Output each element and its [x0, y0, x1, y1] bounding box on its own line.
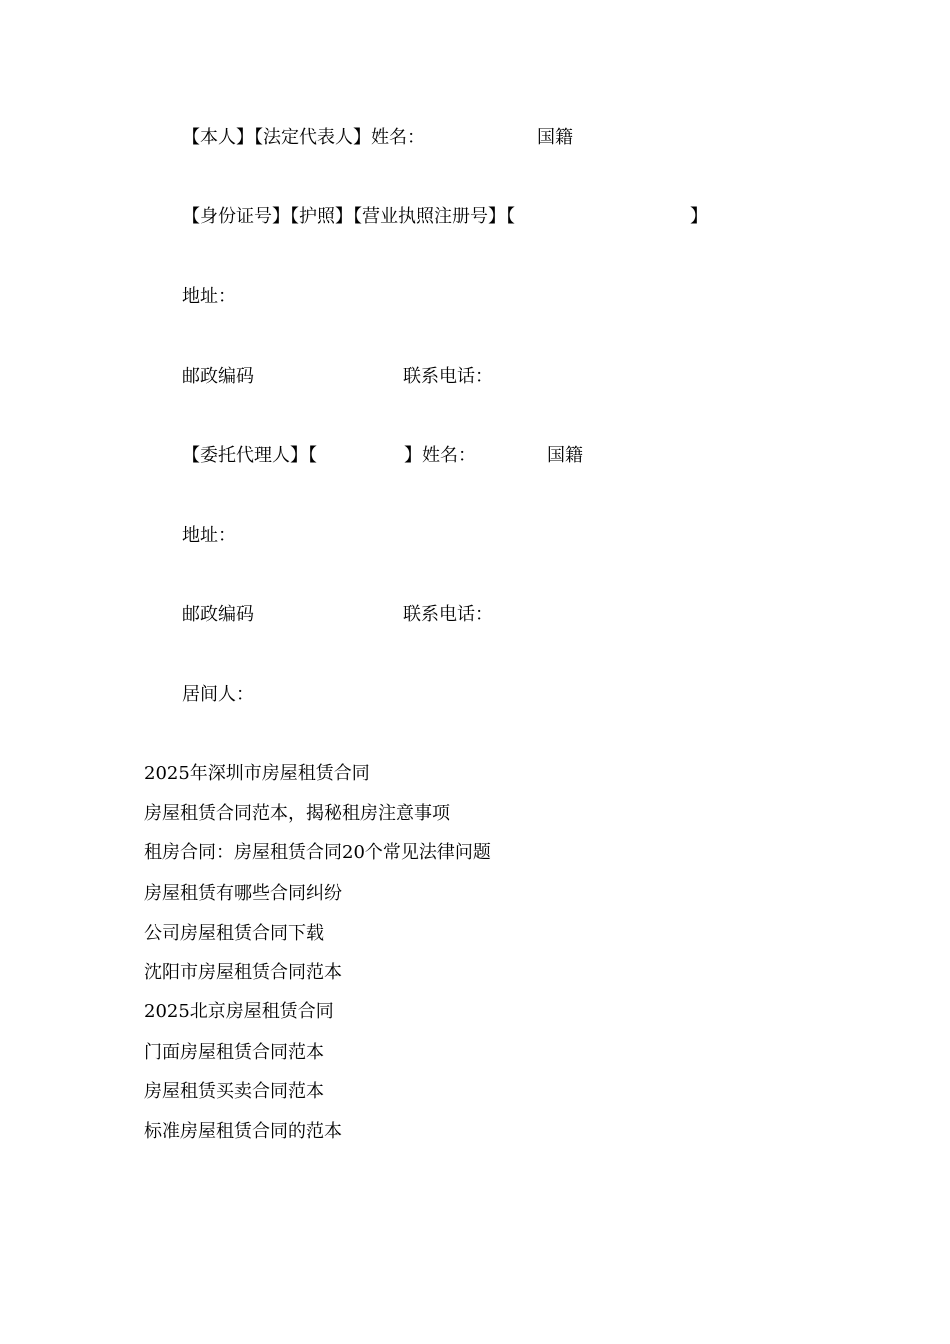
related-link-6[interactable]: 沈阳市房屋租赁合同范本 — [144, 962, 342, 983]
related-link-9[interactable]: 房屋租赁买卖合同范本 — [144, 1081, 324, 1102]
agent-identity-close: 】姓名： — [404, 445, 476, 466]
party-address-label: 地址： — [182, 286, 236, 307]
related-link-10[interactable]: 标准房屋租赁合同的范本 — [144, 1121, 342, 1142]
related-link-8[interactable]: 门面房屋租赁合同范本 — [144, 1042, 324, 1063]
agent-postcode-label: 邮政编码 — [182, 604, 254, 625]
broker-label: 居间人： — [182, 684, 254, 705]
party-identity-label: 【本人】【法定代表人】姓名： — [182, 127, 425, 148]
related-link-7[interactable]: 2025北京房屋租赁合同 — [144, 1001, 334, 1022]
agent-address-label: 地址： — [182, 525, 236, 546]
party-id-close-bracket: 】 — [690, 206, 708, 227]
party-nationality-label: 国籍 — [537, 127, 573, 148]
party-postcode-label: 邮政编码 — [182, 366, 254, 387]
related-link-3[interactable]: 租房合同：房屋租赁合同20个常见法律问题 — [144, 842, 491, 863]
related-link-5[interactable]: 公司房屋租赁合同下载 — [144, 923, 324, 944]
agent-identity-label: 【委托代理人】【 — [182, 445, 317, 466]
related-link-2[interactable]: 房屋租赁合同范本，揭秘租房注意事项 — [144, 803, 450, 824]
agent-phone-label: 联系电话： — [403, 604, 493, 625]
party-id-types-label: 【身份证号】【护照】【营业执照注册号】【 — [182, 206, 515, 227]
party-phone-label: 联系电话： — [403, 366, 493, 387]
agent-nationality-label: 国籍 — [547, 445, 583, 466]
related-link-1[interactable]: 2025年深圳市房屋租赁合同 — [144, 763, 370, 784]
related-link-4[interactable]: 房屋租赁有哪些合同纠纷 — [144, 883, 342, 904]
